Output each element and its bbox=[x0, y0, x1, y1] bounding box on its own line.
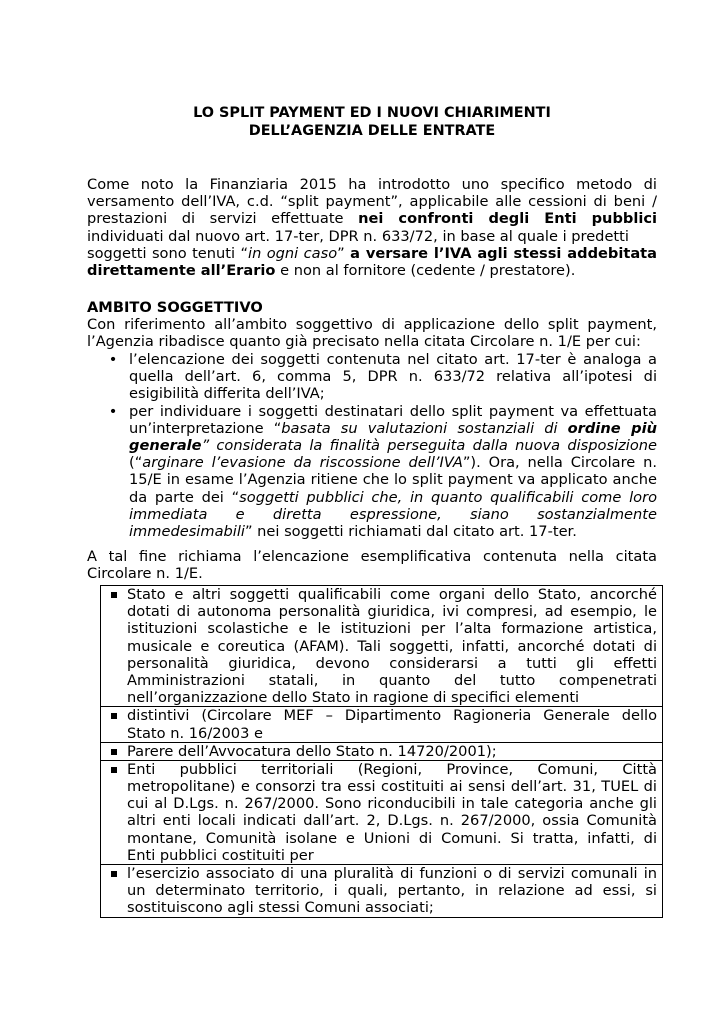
table-cell: Stato e altri soggetti qualificabili come organi dello Stato, ancorché dotati di autonoma personalità giuridica, ivi compresi, ad esempio, le istituzioni scolastiche e le istituzioni per l’alta formazione artistica, musicale e coreutica (AFAM). Tali soggetti, infatti, ancorché dotati di personalità giuridica, devono considerarsi a tutti gli effetti Amministrazioni statali, in quanto del tutto compenetrati nell’organizzazione dello Stato in ragione di specifici elementi bbox=[101, 586, 663, 707]
square-bullet-icon bbox=[111, 592, 117, 598]
intro-line: direttamente all’Erario e non al fornitore (cedente / prestatore). bbox=[87, 261, 576, 279]
italic-text: in ogni caso bbox=[248, 244, 338, 262]
square-bullet-icon bbox=[111, 749, 117, 755]
square-bullet-icon bbox=[111, 871, 117, 877]
table-cell: distintivi (Circolare MEF – Dipartimento Ragioneria Generale dello Stato n. 16/2003 e bbox=[101, 707, 663, 742]
title-line-1: LO SPLIT PAYMENT ED I NUOVI CHIARIMENTI bbox=[193, 105, 551, 121]
entities-table bbox=[100, 585, 663, 918]
intro-line: Come noto la Finanziaria 2015 ha introdotto uno specifico metodo di bbox=[87, 176, 657, 193]
ambito-line: l’Agenzia ribadisce quanto già precisato nella citata Circolare n. 1/E per cui: bbox=[87, 333, 641, 351]
table-row bbox=[101, 760, 663, 864]
table-cell: Parere dell’Avvocatura dello Stato n. 14720/2001); bbox=[101, 742, 663, 760]
section-heading: AMBITO SOGGETTIVO bbox=[87, 299, 263, 316]
table-row bbox=[101, 742, 663, 760]
ambito-line: Con riferimento all’ambito soggettivo di applicazione dello split payment, bbox=[87, 316, 657, 334]
bold-text: a versare l’IVA agli stessi addebitata bbox=[350, 244, 658, 262]
closing-paragraph bbox=[87, 548, 657, 582]
bullet-icon: • bbox=[108, 351, 118, 368]
bullet-item: • l’elencazione dei soggetti contenuta nel citato art. 17-ter è analoga a quella dell’art. 6, comma 5, DPR n. 633/72 relativa all’ipotesi di esigibilità differita dell’IVA; bbox=[108, 351, 657, 403]
closing-line: A tal fine richiama l’elencazione esemplificativa contenuta nella citata bbox=[87, 548, 657, 565]
bold-text: direttamente all’Erario bbox=[87, 261, 276, 279]
intro-line: prestazioni di servizi effettuate nei confronti degli Enti pubblici bbox=[87, 210, 657, 228]
table-cell: l’esercizio associato di una pluralità di funzioni o di servizi comunali in un determinato territorio, i quali, pertanto, in relazione ad essi, si sostituiscono agli stessi Comuni associati; bbox=[101, 865, 663, 918]
bullet-item: • per individuare i soggetti destinatari dello split payment va effettuata un’interpretazione “basata su valutazioni sostanziali di ordine più generale” considerata la finalità perseguita dalla nuova disposizione (“arginare l’evasione da riscossione dell’IVA”). Ora, nella Circolare n. 15/E in esame l’Agenzia ritiene che lo split payment va applicato anche da parte dei “soggetti pubblici che, in quanto qualificabili come loro immediata e diretta espressione, siano sostanzialmente immedesimabili” nei soggetti richiamati dal citato art. 17-ter. bbox=[108, 402, 658, 540]
document-title bbox=[87, 104, 657, 140]
intro-paragraph bbox=[87, 176, 657, 279]
table-row bbox=[101, 707, 663, 742]
bold-text: nei confronti degli Enti pubblici bbox=[358, 210, 657, 228]
closing-line: Circolare n. 1/E. bbox=[87, 565, 203, 583]
square-bullet-icon bbox=[111, 767, 117, 773]
bullet-icon: • bbox=[108, 402, 118, 420]
table-row bbox=[101, 586, 663, 707]
intro-line: soggetti sono tenuti “in ogni caso” a versare l’IVA agli stessi addebitata bbox=[87, 244, 658, 262]
bullet-list bbox=[107, 351, 657, 540]
table-row bbox=[101, 865, 663, 918]
title-line-2: DELL’AGENZIA DELLE ENTRATE bbox=[248, 123, 496, 139]
ambito-section bbox=[87, 299, 657, 351]
intro-line: versamento dell’IVA, c.d. “split payment”, applicabile alle cessioni di beni / bbox=[87, 193, 657, 211]
square-bullet-icon bbox=[111, 713, 117, 719]
intro-line: individuati dal nuovo art. 17-ter, DPR n. 633/72, in base al quale i predetti bbox=[87, 227, 629, 245]
table-cell: Enti pubblici territoriali (Regioni, Province, Comuni, Città metropolitane) e consorzi tra essi costituiti ai sensi dell’art. 31, TUEL di cui al D.Lgs. n. 267/2000. Sono riconducibili in tale categoria anche gli altri enti locali indicati dall’art. 2, D.Lgs. n. 267/2000, ossia Comunità montane, Comunità isolane e Unioni di Comuni. Si tratta, infatti, di Enti pubblici costituiti per bbox=[101, 760, 663, 864]
